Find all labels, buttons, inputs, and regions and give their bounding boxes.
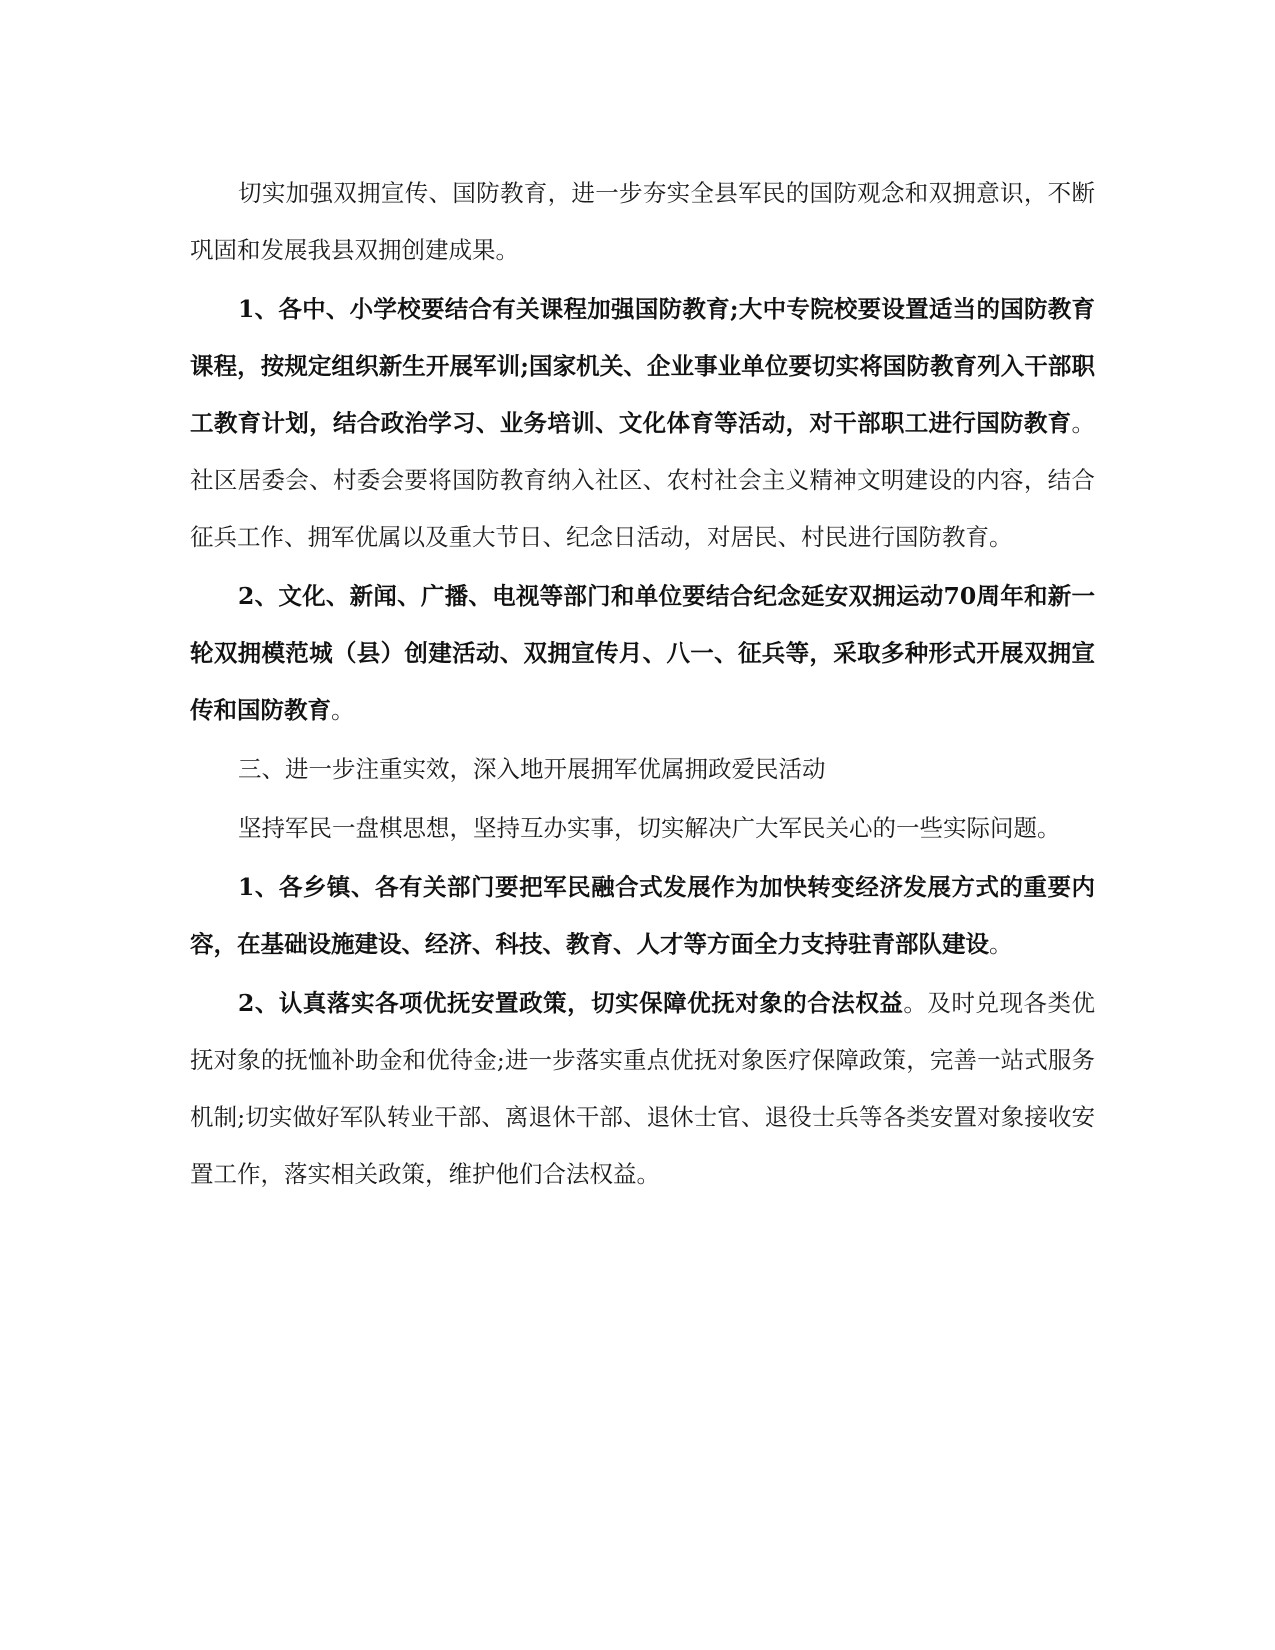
paragraph-6-bold: 1、各乡镇、各有关部门要把军民融合式发展作为加快转变经济发展方式的重要内容，在基础设施建设、经济、科技、教育、人才等方面全力支持驻青部队建设 [190, 873, 1095, 958]
paragraph-1 [190, 165, 1095, 279]
paragraph-4-text: 三、进一步注重实效，深入地开展拥军优属拥政爱民活动 [238, 755, 826, 783]
paragraph-7 [190, 975, 1095, 1203]
paragraph-7-bold: 2、认真落实各项优抚安置政策，切实保障优抚对象的合法权益 [238, 989, 904, 1017]
paragraph-3-bold: 2、文化、新闻、广播、电视等部门和单位要结合纪念延安双拥运动70周年和新一轮双拥模范城（县）创建活动、双拥宣传月、八一、征兵等，采取多种形式开展双拥宣传和国防教育 [190, 582, 1095, 724]
paragraph-3-text: 。 [331, 696, 355, 724]
paragraph-3 [190, 568, 1095, 739]
document-page [190, 165, 1095, 1203]
paragraph-5 [190, 800, 1095, 857]
paragraph-2 [190, 281, 1095, 566]
paragraph-2-bold: 1、各中、小学校要结合有关课程加强国防教育;大中专院校要设置适当的国防教育课程，按规定组织新生开展军训;国家机关、企业事业单位要切实将国防教育列入干部职工教育计划，结合政治学习、业务培训、文化体育等活动，对干部职工进行国防教育 [190, 295, 1095, 437]
paragraph-6 [190, 859, 1095, 973]
paragraph-1-text: 切实加强双拥宣传、国防教育，进一步夯实全县军民的国防观念和双拥意识，不断巩固和发展我县双拥创建成果。 [190, 179, 1095, 264]
paragraph-6-text: 。 [989, 930, 1013, 958]
section-heading-3 [190, 741, 1095, 798]
paragraph-7-text: 。及时兑现各类优抚对象的抚恤补助金和优待金;进一步落实重点优抚对象医疗保障政策，完善一站式服务机制;切实做好军队转业干部、离退休干部、退休士官、退役士兵等各类安置对象接收安置工作，落实相关政策，维护他们合法权益。 [190, 989, 1096, 1188]
paragraph-2-text: 。社区居委会、村委会要将国防教育纳入社区、农村社会主义精神文明建设的内容，结合征兵工作、拥军优属以及重大节日、纪念日活动，对居民、村民进行国防教育。 [190, 409, 1095, 551]
paragraph-5-text: 坚持军民一盘棋思想，坚持互办实事，切实解决广大军民关心的一些实际问题。 [238, 814, 1061, 842]
